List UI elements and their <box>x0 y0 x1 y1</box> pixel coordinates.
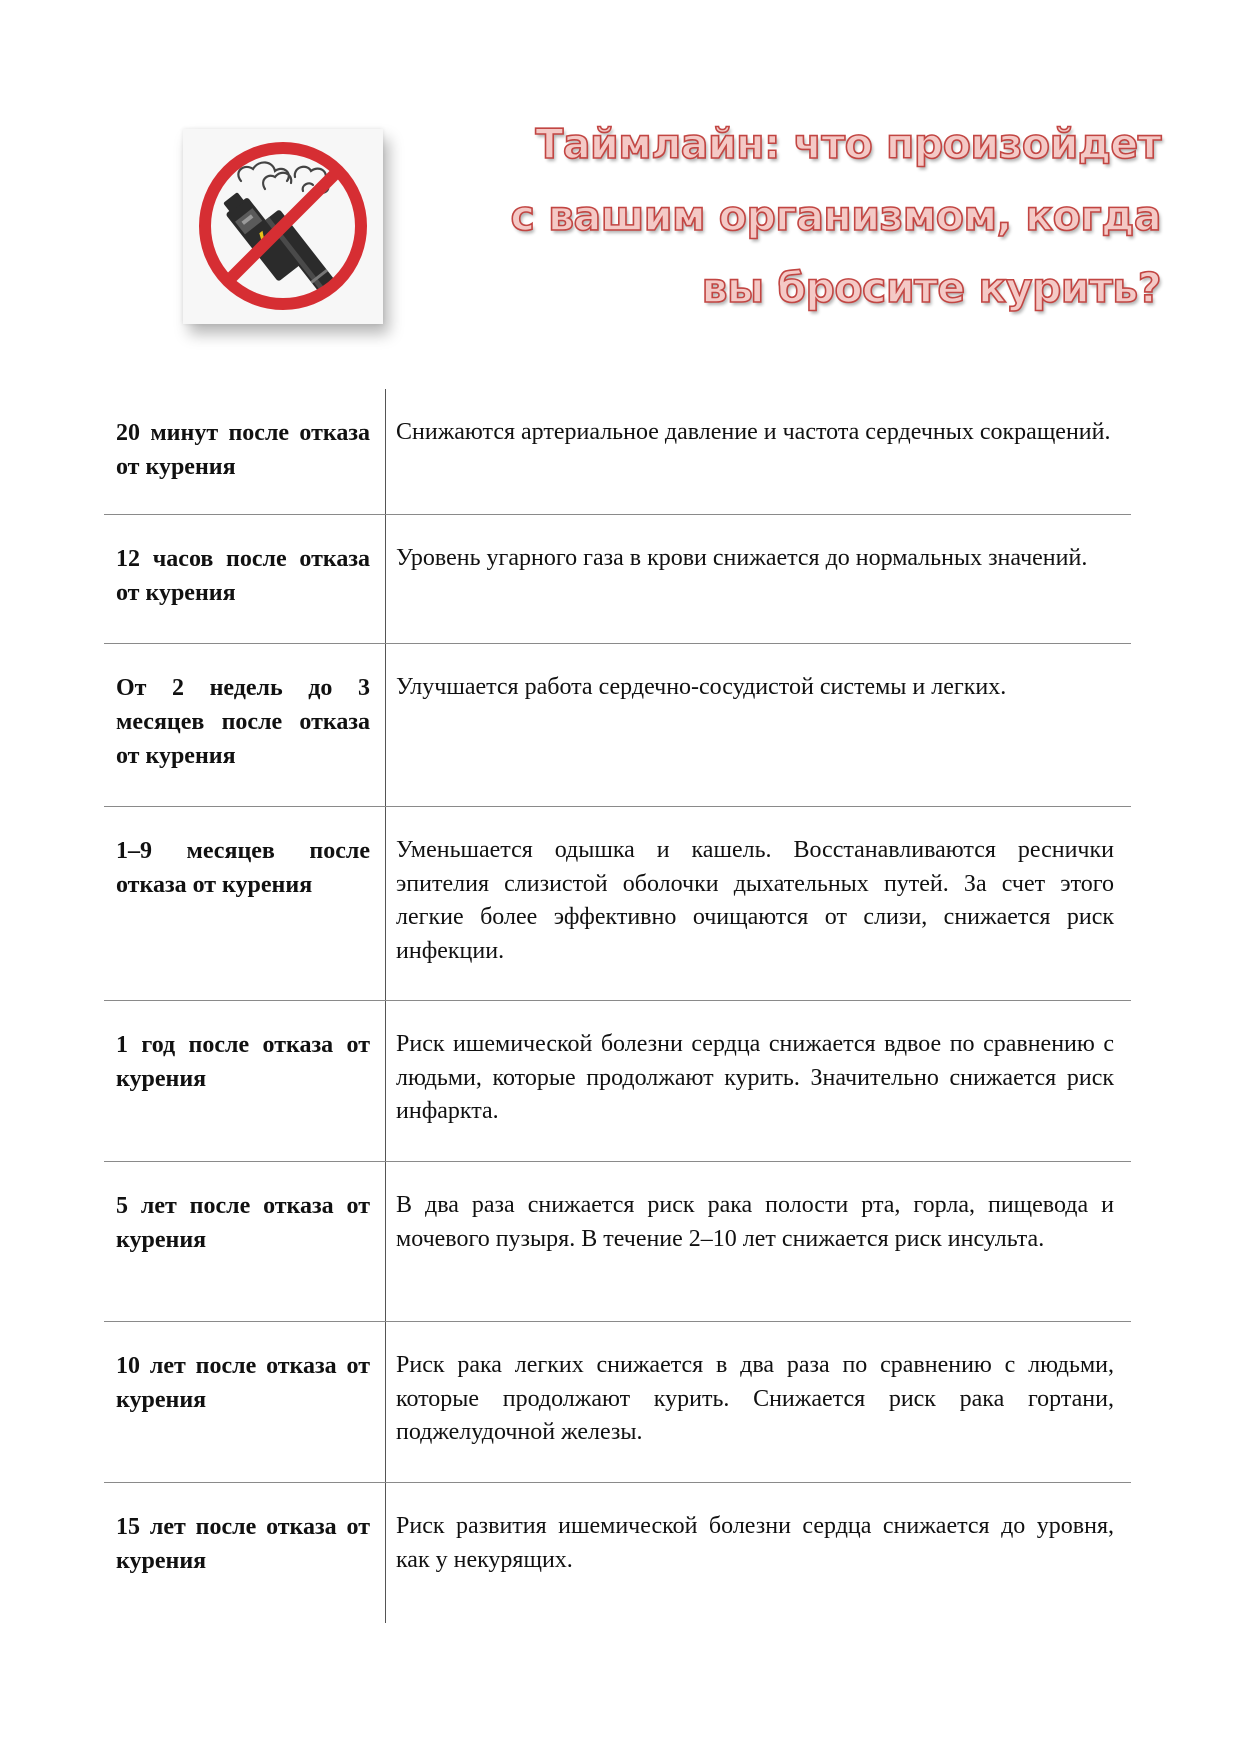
period-text: 1–9 месяцев после отказа от курения <box>116 838 370 898</box>
effect-cell <box>385 807 1131 1000</box>
period-cell <box>104 1162 385 1321</box>
timeline-row <box>104 1162 1131 1322</box>
effect-text: Риск ишемической болезни сердца снижается вдвое по сравнению с людьми, которые продолжают курить. Значительно снижается риск инфаркта. <box>396 1031 1114 1124</box>
effect-text: Снижаются артериальное давление и частота сердечных сокращений. <box>396 419 1111 445</box>
timeline-row <box>104 644 1131 807</box>
period-cell <box>104 1483 385 1623</box>
no-smoking-emblem <box>183 129 383 324</box>
effect-cell <box>385 389 1131 514</box>
effect-cell <box>385 1162 1131 1321</box>
title-line: с вашим организмом, когда <box>510 192 1161 240</box>
title-line: Таймлайн: что произойдет <box>535 120 1161 168</box>
timeline-row <box>104 807 1131 1001</box>
period-text: От 2 недель до 3 месяцев после отказа от курения <box>116 675 370 769</box>
period-text: 12 часов после отказа от курения <box>116 546 370 606</box>
period-text: 15 лет после отказа от курения <box>116 1514 370 1574</box>
effect-text: Риск развития ишемической болезни сердца снижается до уровня, как у некурящих. <box>396 1513 1114 1573</box>
period-text: 1 год после отказа от курения <box>116 1032 370 1092</box>
effect-text: Улучшается работа сердечно-сосудистой системы и легких. <box>396 674 1007 700</box>
effect-text: В два раза снижается риск рака полости рта, горла, пищевода и мочевого пузыря. В течение 2–10 лет снижается риск инсульта. <box>396 1192 1114 1252</box>
period-cell <box>104 1001 385 1161</box>
timeline-row <box>104 389 1131 515</box>
effect-cell <box>385 1001 1131 1161</box>
title-line: вы бросите курить? <box>701 264 1161 312</box>
timeline-row <box>104 1322 1131 1483</box>
period-cell <box>104 389 385 514</box>
effect-text: Уменьшается одышка и кашель. Восстанавливаются реснички эпителия слизистой оболочки дыхательных путей. За счет этого легкие более эффективно очищаются от слизи, снижается риск инфекции. <box>396 837 1114 964</box>
period-text: 10 лет после отказа от курения <box>116 1353 370 1413</box>
period-text: 5 лет после отказа от курения <box>116 1193 370 1253</box>
period-text: 20 минут после отказа от курения <box>116 420 370 480</box>
effect-cell <box>385 515 1131 643</box>
effect-cell <box>385 644 1131 806</box>
period-cell <box>104 1322 385 1482</box>
period-cell <box>104 515 385 643</box>
effect-text: Риск рака легких снижается в два раза по сравнению с людьми, которые продолжают курить. Снижается риск рака гортани, поджелудочной железы. <box>396 1352 1114 1445</box>
effect-cell <box>385 1483 1131 1623</box>
page-title <box>461 108 1161 324</box>
effect-text: Уровень угарного газа в крови снижается до нормальных значений. <box>396 545 1088 571</box>
period-cell <box>104 807 385 1000</box>
timeline-row <box>104 1483 1131 1623</box>
effect-cell <box>385 1322 1131 1482</box>
no-smoking-icon <box>183 129 383 324</box>
timeline-row <box>104 515 1131 644</box>
timeline-table <box>104 389 1131 1623</box>
period-cell <box>104 644 385 806</box>
timeline-row <box>104 1001 1131 1162</box>
